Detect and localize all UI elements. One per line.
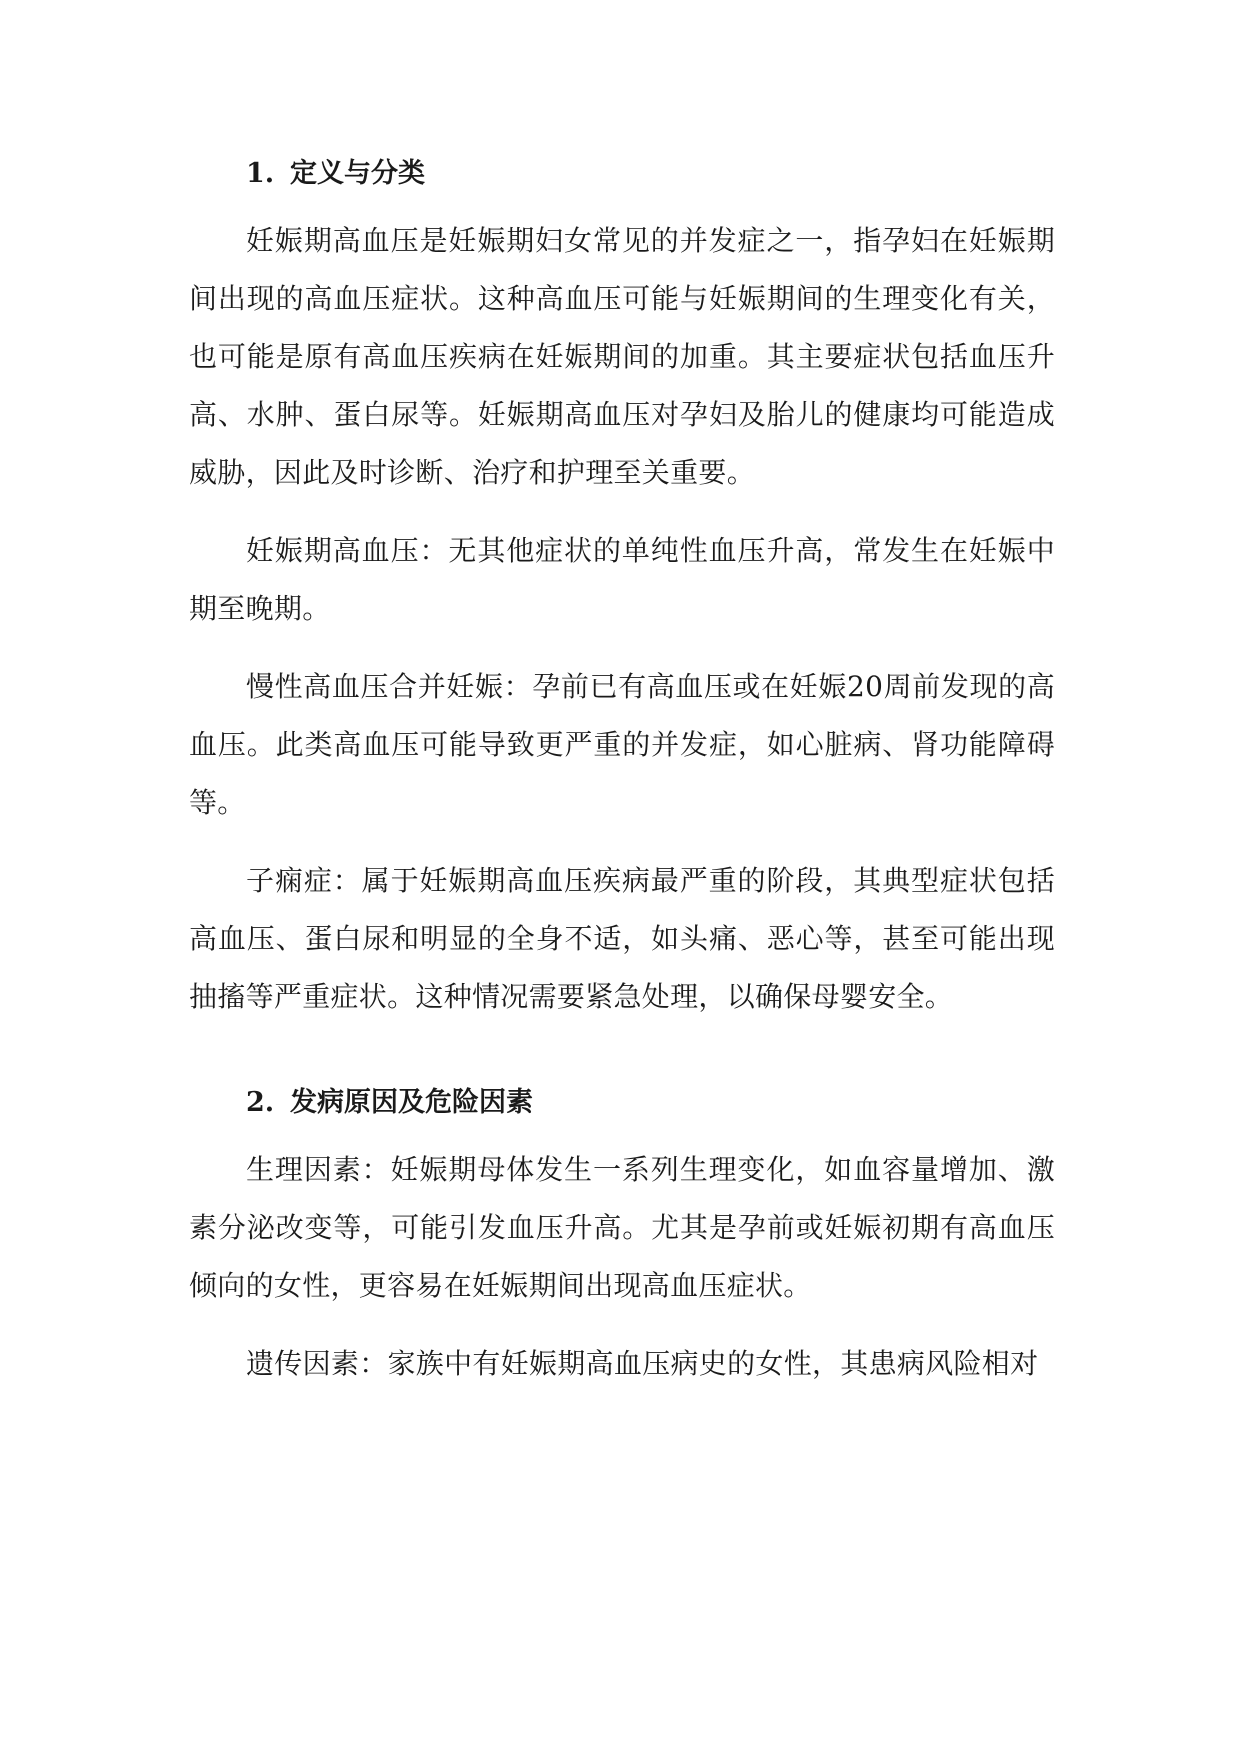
section-title: 定义与分类 <box>290 158 425 189</box>
document-body <box>189 145 1055 1393</box>
paragraph: 子痫症：属于妊娠期高血压疾病最严重的阶段，其典型症状包括高血压、蛋白尿和明显的全身不适，如头痛、恶心等，甚至可能出现抽搐等严重症状。这种情况需要紧急处理，以确保母婴安全。 <box>189 864 1055 1013</box>
section-heading <box>246 145 1055 203</box>
paragraph: 遗传因素：家族中有妊娠期高血压病史的女性，其患病风险相对 <box>246 1347 1039 1380</box>
paragraph: 慢性高血压合并妊娠：孕前已有高血压或在妊娠20周前发现的高血压。此类高血压可能导致更严重的并发症，如心脏病、肾功能障碍等。 <box>189 670 1055 819</box>
section-title: 发病原因及危险因素 <box>290 1087 533 1118</box>
section-number: 1. <box>246 158 275 189</box>
paragraph: 妊娠期高血压是妊娠期妇女常见的并发症之一，指孕妇在妊娠期间出现的高血压症状。这种高血压可能与妊娠期间的生理变化有关，也可能是原有高血压疾病在妊娠期间的加重。其主要症状包括血压升高、水肿、蛋白尿等。妊娠期高血压对孕妇及胎儿的健康均可能造成威胁，因此及时诊断、治疗和护理至关重要。 <box>189 224 1055 489</box>
section-heading <box>246 1074 1055 1132</box>
paragraph: 生理因素：妊娠期母体发生一系列生理变化，如血容量增加、激素分泌改变等，可能引发血压升高。尤其是孕前或妊娠初期有高血压倾向的女性，更容易在妊娠期间出现高血压症状。 <box>189 1153 1055 1302</box>
paragraph: 妊娠期高血压：无其他症状的单纯性血压升高，常发生在妊娠中期至晚期。 <box>189 534 1055 625</box>
section-number: 2. <box>246 1087 275 1118</box>
